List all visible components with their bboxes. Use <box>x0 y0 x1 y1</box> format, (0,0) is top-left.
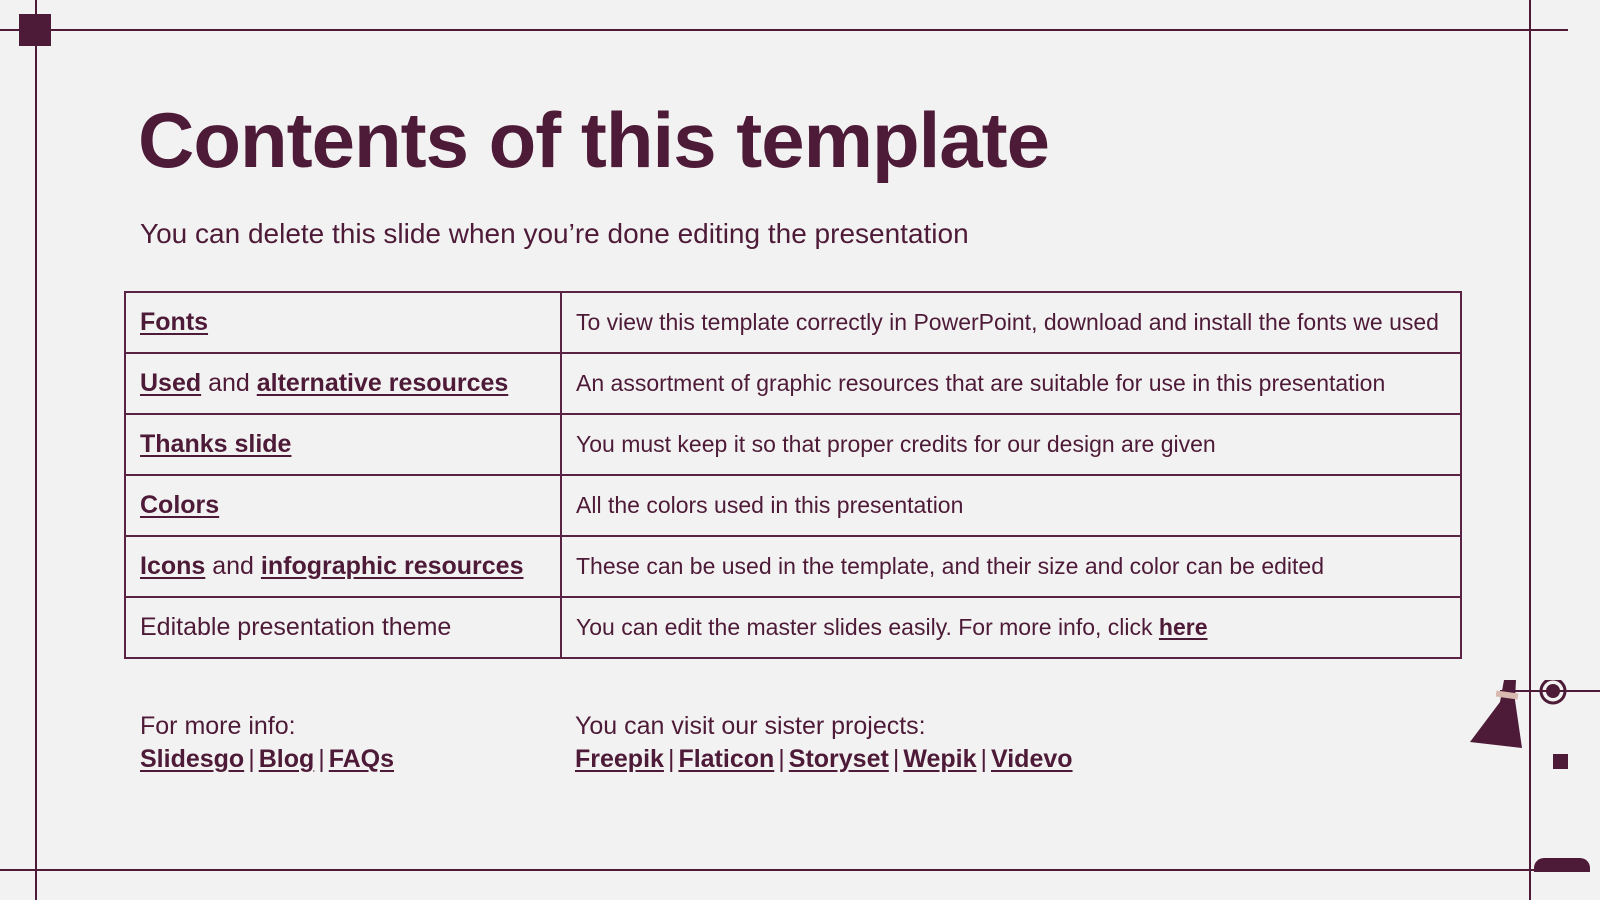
flask-icon <box>1460 680 1600 770</box>
link-wepik[interactable]: Wepik <box>903 745 977 773</box>
slide-title: Contents of this template <box>138 96 1050 184</box>
table-cell-description <box>561 353 1461 414</box>
cell-text: All the colors used in this presentation <box>576 492 964 518</box>
corner-square-decoration <box>19 14 51 46</box>
cell-text: To view this template correctly in PowerPoint, download and install the fonts we used <box>576 309 1439 335</box>
link-alternative-resources[interactable]: alternative resources <box>256 369 509 397</box>
link-here[interactable]: here <box>1158 614 1208 640</box>
frame-line-bottom <box>0 869 1568 871</box>
link-separator: | <box>980 745 987 773</box>
footer-more-info-label: For more info: <box>140 712 296 740</box>
link-thanks-slide[interactable]: Thanks slide <box>140 430 292 458</box>
table-cell-topic <box>125 475 561 536</box>
link-videvo[interactable]: Videvo <box>991 745 1073 773</box>
footer-sister-projects-links <box>575 743 1073 776</box>
table-cell-description <box>561 475 1461 536</box>
table-row <box>125 292 1461 353</box>
link-separator: | <box>778 745 785 773</box>
pill-decoration <box>1534 858 1590 872</box>
link-separator: | <box>892 745 900 773</box>
table-cell-topic <box>125 597 561 658</box>
cell-text: These can be used in the template, and their size and color can be edited <box>576 553 1324 579</box>
cell-text: and <box>201 369 257 397</box>
footer-more-info <box>140 710 394 776</box>
link-flaticon[interactable]: Flaticon <box>678 745 775 773</box>
table-cell-description <box>561 292 1461 353</box>
contents-table <box>124 291 1462 659</box>
table-row <box>125 597 1461 658</box>
link-faqs[interactable]: FAQs <box>328 745 395 773</box>
node-square-decoration <box>1553 754 1568 769</box>
table-cell-description <box>561 414 1461 475</box>
cell-text: You must keep it so that proper credits for our design are given <box>576 431 1216 457</box>
table-cell-topic <box>125 536 561 597</box>
footer-sister-projects-label: You can visit our sister projects: <box>575 712 926 740</box>
link-separator: | <box>318 745 325 773</box>
link-infographic-resources[interactable]: infographic resources <box>260 552 524 580</box>
frame-line-top <box>0 29 1568 31</box>
footer-more-info-links <box>140 743 394 776</box>
table-row <box>125 353 1461 414</box>
cell-text: An assortment of graphic resources that are suitable for use in this presentation <box>576 370 1386 396</box>
table-cell-topic <box>125 414 561 475</box>
table-row <box>125 536 1461 597</box>
link-storyset[interactable]: Storyset <box>788 745 889 773</box>
table-cell-topic <box>125 292 561 353</box>
link-colors[interactable]: Colors <box>140 491 220 519</box>
link-freepik[interactable]: Freepik <box>575 745 664 773</box>
cell-text: Editable presentation theme <box>140 613 452 641</box>
link-separator: | <box>667 745 675 773</box>
link-used[interactable]: Used <box>140 369 202 397</box>
cell-text: and <box>205 552 261 580</box>
link-blog[interactable]: Blog <box>258 745 315 773</box>
table-row <box>125 475 1461 536</box>
table-cell-description <box>561 536 1461 597</box>
frame-line-left <box>35 0 37 900</box>
link-icons[interactable]: Icons <box>140 552 206 580</box>
cell-text: You can edit the master slides easily. For more info, click <box>576 614 1159 640</box>
footer-sister-projects <box>575 710 1073 776</box>
table-row <box>125 414 1461 475</box>
table-cell-topic <box>125 353 561 414</box>
table-cell-description <box>561 597 1461 658</box>
link-slidesgo[interactable]: Slidesgo <box>140 745 245 773</box>
link-separator: | <box>248 745 255 773</box>
link-fonts[interactable]: Fonts <box>140 308 209 336</box>
slide-subtitle: You can delete this slide when you’re done editing the presentation <box>140 218 969 249</box>
